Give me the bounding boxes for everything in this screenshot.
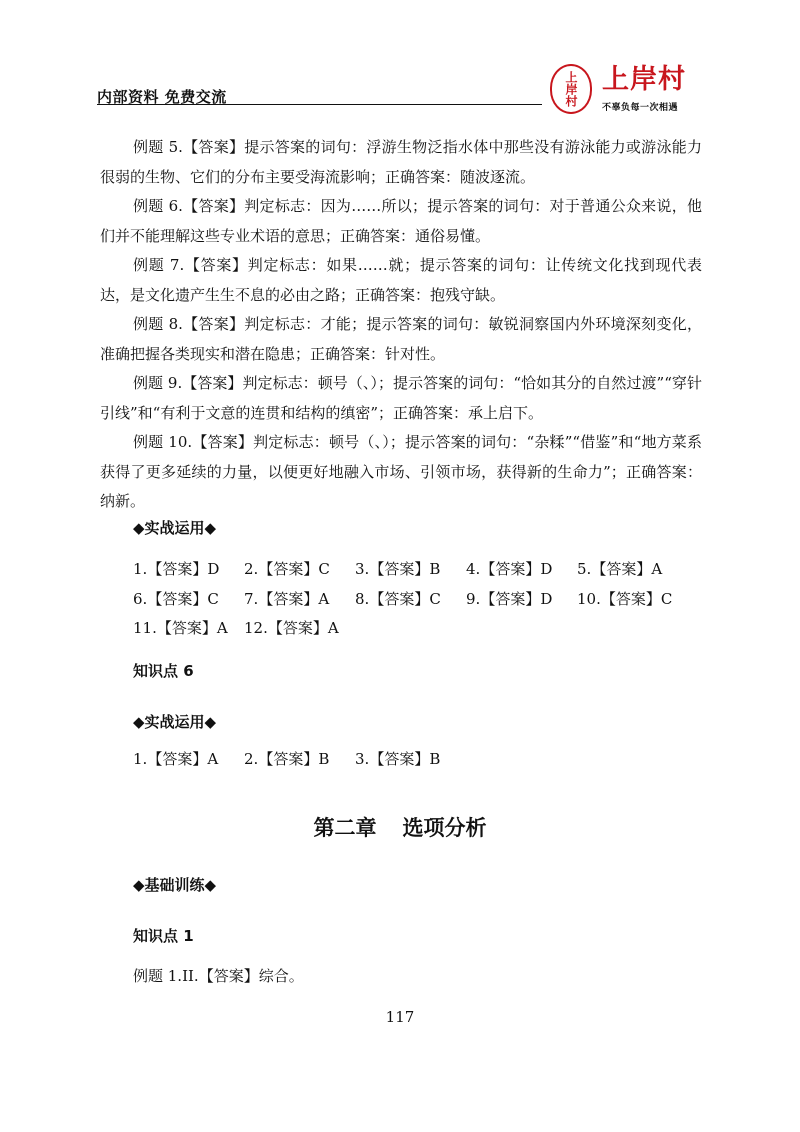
page-number: 117 — [385, 1008, 415, 1026]
answer-label: 【答案】 — [192, 433, 254, 451]
chapter-number: 第二章 — [313, 816, 377, 840]
answer-label: 【答案】 — [182, 197, 245, 215]
example-prefix: 例题 8. — [133, 315, 183, 333]
example-prefix: 例题 10. — [133, 433, 193, 451]
example-prefix: 例题 5. — [133, 138, 183, 156]
brand-logo — [548, 62, 708, 118]
answer-row — [133, 617, 355, 638]
example-prefix: 例题 6. — [133, 197, 183, 215]
answer-item: 8.【答案】C — [355, 590, 441, 608]
answer-item: 12.【答案】A — [244, 619, 339, 637]
answer-item: 3.【答案】B — [355, 750, 441, 768]
answer-item: 3.【答案】B — [355, 560, 441, 578]
example-text: 判定标志：顿号（、）；提示答案的词句：“杂糅”“借鉴”和“地方菜系获得了更多延续的力量，以便更好地融入市场、引领市场，获得新的生命力”；正确答案：纳新。 — [100, 433, 702, 510]
example-prefix: 例题 7. — [133, 256, 185, 274]
answer-label: 【答案】 — [198, 967, 259, 985]
seal-text: 上岸村 — [564, 71, 578, 107]
answer-item: 2.【答案】C — [244, 560, 330, 578]
answer-item: 5.【答案】A — [577, 560, 663, 578]
answer-item: 11.【答案】A — [133, 619, 228, 637]
knowledge-point-title: 知识点 6 — [133, 662, 194, 680]
example-prefix: 例题 1.II. — [133, 967, 199, 985]
chapter-title — [0, 812, 800, 842]
example-line — [133, 965, 304, 986]
answer-item: 9.【答案】D — [466, 590, 553, 608]
chapter-name: 选项分析 — [402, 816, 487, 840]
answer-row — [133, 748, 466, 769]
answer-label: 【答案】 — [184, 256, 248, 274]
example-text: 判定标志：因为……所以；提示答案的词句：对于普通公众来说，他们并不能理解这些专业术语的意思；正确答案：通俗易懂。 — [100, 197, 702, 245]
brand-slogan: 不辜负每一次相遇 — [602, 103, 679, 113]
examples-block — [100, 133, 702, 517]
example-text: 判定标志：才能；提示答案的词句：敏锐洞察国内外环境深刻变化，准确把握各类现实和潜在隐患；正确答案：针对性。 — [100, 315, 702, 363]
answer-label: 【答案】 — [182, 315, 245, 333]
example-prefix: 例题 9. — [133, 374, 183, 392]
answer-label: 【答案】 — [182, 138, 245, 156]
answer-row — [133, 588, 688, 609]
example-paragraph — [100, 428, 702, 517]
header-label: 内部资料 免费交流 — [97, 88, 227, 106]
answer-item: 6.【答案】C — [133, 590, 219, 608]
answer-row — [133, 558, 688, 579]
example-text: 提示答案的词句：浮游生物泛指水体中那些没有游泳能力或游泳能力很弱的生物、它们的分布主要受海流影响；正确答案：随波逐流。 — [100, 138, 702, 186]
practice-heading: ◆实战运用◆ — [133, 519, 217, 537]
example-paragraph — [100, 133, 702, 192]
knowledge-point-title: 知识点 1 — [133, 927, 194, 945]
example-text: 判定标志：顿号（、）；提示答案的词句：“恰如其分的自然过渡”“穿针引线”和“有利于文意的连贯和结构的缜密”；正确答案：承上启下。 — [100, 374, 702, 422]
example-text: 综合。 — [258, 967, 304, 985]
answer-item: 10.【答案】C — [577, 590, 673, 608]
practice-heading: ◆实战运用◆ — [133, 713, 217, 731]
answer-label: 【答案】 — [182, 374, 243, 392]
example-paragraph — [100, 251, 702, 310]
example-paragraph — [100, 310, 702, 369]
brand-name: 上岸村 — [602, 64, 686, 95]
seal-icon — [550, 64, 592, 114]
header-rule — [97, 104, 542, 105]
answer-item: 4.【答案】D — [466, 560, 553, 578]
answer-item: 2.【答案】B — [244, 750, 330, 768]
example-text: 判定标志：如果……就；提示答案的词句：让传统文化找到现代表达，是文化遗产生生不息的必由之路；正确答案：抱残守缺。 — [100, 256, 702, 304]
answer-item: 7.【答案】A — [244, 590, 330, 608]
answer-item: 1.【答案】A — [133, 750, 219, 768]
basic-training-heading: ◆基础训练◆ — [133, 876, 217, 894]
answer-item: 1.【答案】D — [133, 560, 220, 578]
example-paragraph — [100, 369, 702, 428]
example-paragraph — [100, 192, 702, 251]
